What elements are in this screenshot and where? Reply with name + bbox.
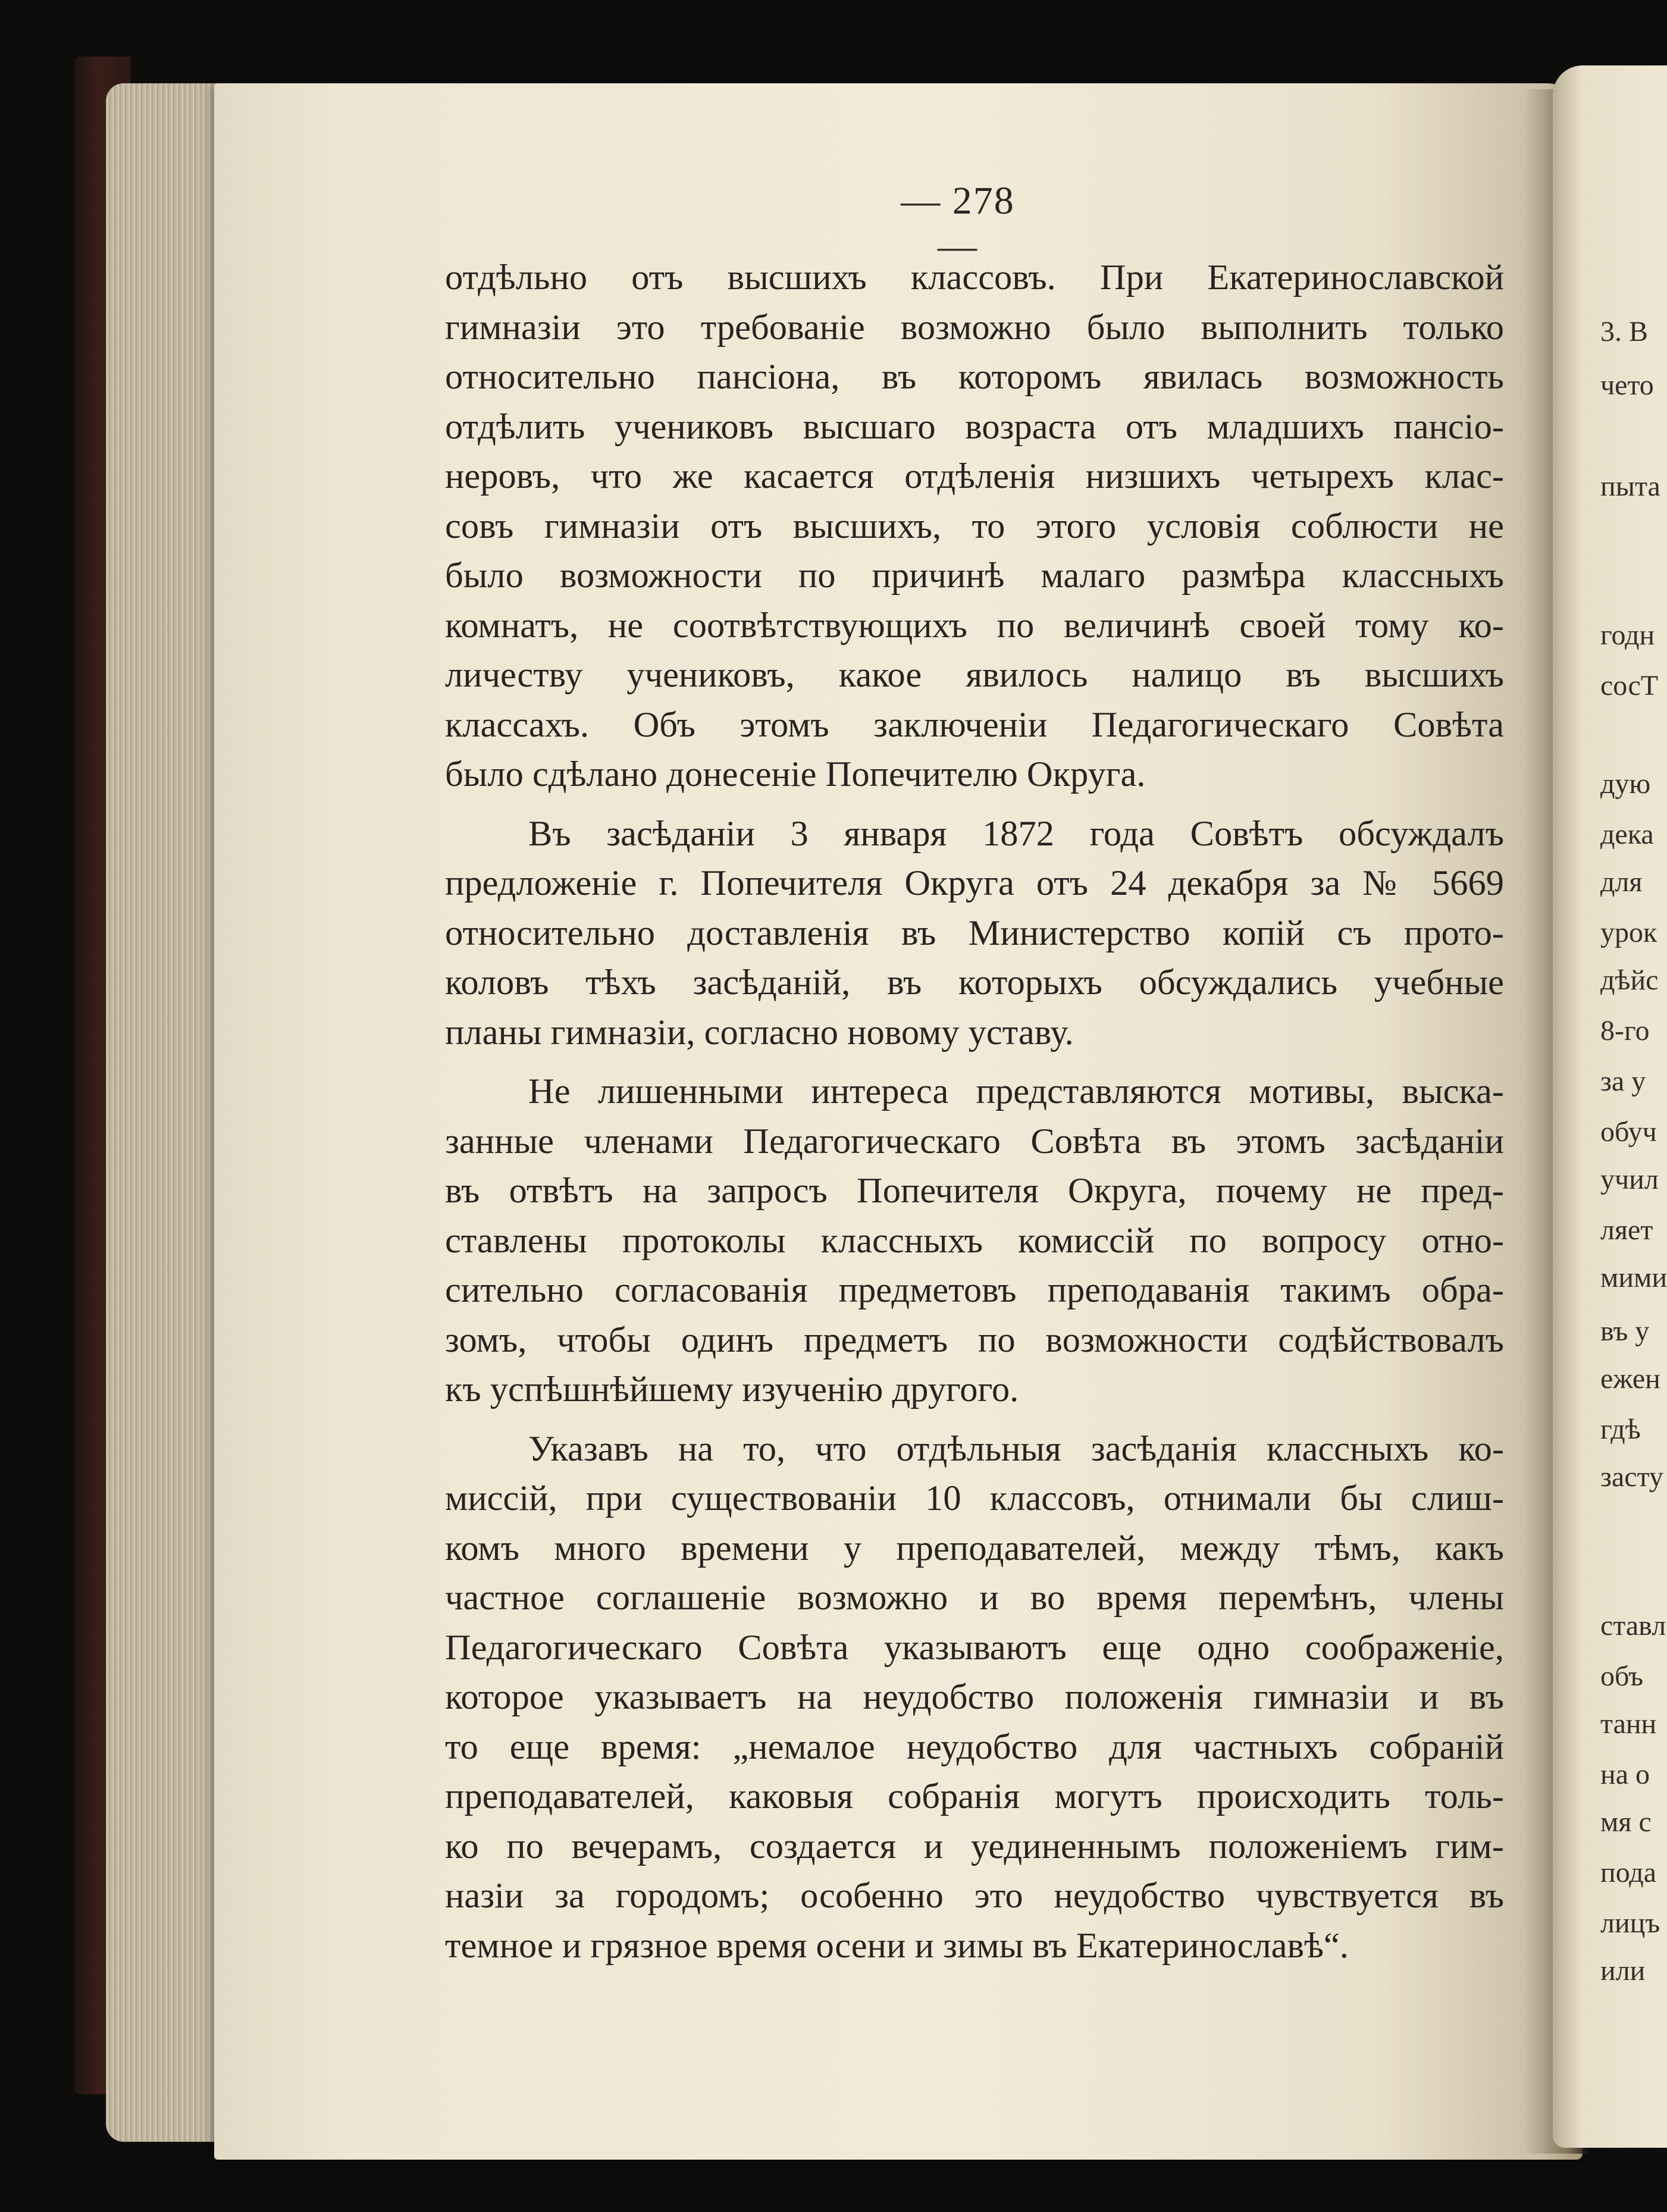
facing-fragment: объ	[1600, 1660, 1644, 1692]
text-line: классахъ. Объ этомъ заключеніи Педагогическаго Совѣта	[445, 704, 1504, 745]
text-line: темное и грязное время осени и зимы въ Екатеринославѣ“.	[445, 1925, 1349, 1966]
facing-fragment: пыта	[1600, 471, 1660, 502]
paragraph	[445, 253, 1504, 800]
text-line: совъ гимназіи отъ высшихъ, то этого условія соблюсти не	[445, 506, 1504, 546]
facing-fragment: учил	[1600, 1164, 1659, 1195]
text-line: то еще время: „немалое неудобство для частныхъ собраній	[445, 1727, 1504, 1767]
text-line: коловъ тѣхъ засѣданій, въ которыхъ обсуждались учебные	[445, 963, 1504, 1002]
facing-page-text	[1600, 0, 1667, 2212]
text-line: относительно пансіона, въ которомъ явилась возможность	[445, 357, 1504, 397]
facing-fragment: дека	[1600, 819, 1654, 850]
text-line: къ успѣшнѣйшему изученію другого.	[445, 1370, 1019, 1409]
facing-fragment: 8-го	[1600, 1015, 1650, 1047]
text-line: Педагогическаго Совѣта указываютъ еще одно соображеніе,	[445, 1627, 1504, 1668]
text-line: частное соглашеніе возможно и во время перемѣнъ, члены	[445, 1578, 1504, 1618]
facing-fragment: на о	[1600, 1759, 1650, 1790]
facing-fragment: ежен	[1600, 1363, 1660, 1395]
text-line: было сдѣлано донесеніе Попечителю Округа.	[445, 754, 1146, 794]
text-line: занные членами Педагогическаго Совѣта въ этомъ засѣданіи	[445, 1121, 1504, 1161]
text-line: комнатъ, не соотвѣтствующихъ по величинѣ своей тому ко-	[445, 605, 1504, 646]
facing-fragment: мими	[1600, 1262, 1667, 1293]
text-line: отдѣлить учениковъ высшаго возраста отъ младшихъ пансіо-	[445, 406, 1504, 447]
paragraph	[445, 1067, 1504, 1415]
text-line: которое указываетъ на неудобство положенія гимназіи и въ	[445, 1677, 1504, 1717]
text-line: назіи за городомъ; особенно это неудобство чувствуется въ	[445, 1876, 1504, 1916]
text-line: гимназіи это требованіе возможно было выполнить только	[445, 307, 1504, 347]
facing-fragment: или	[1600, 1955, 1646, 1987]
facing-fragment: лицъ	[1600, 1907, 1660, 1939]
facing-fragment: танн	[1600, 1708, 1657, 1740]
facing-fragment: засту	[1600, 1461, 1663, 1493]
text-line: Указавъ на то, что отдѣльныя засѣданія классныхъ ко-	[528, 1428, 1504, 1469]
facing-fragment: дѣйс	[1600, 964, 1659, 996]
text-line: ставлены протоколы классныхъ комиссій по вопросу отно-	[445, 1220, 1504, 1261]
text-line: предложеніе г. Попечителя Округа отъ 24 декабря за № 5669	[445, 863, 1504, 903]
facing-fragment: обуч	[1600, 1116, 1657, 1148]
facing-fragment: годн	[1600, 619, 1655, 651]
facing-fragment: сосТ	[1600, 670, 1659, 701]
facing-fragment: дую	[1600, 768, 1651, 800]
facing-fragment: ставл	[1600, 1610, 1666, 1641]
paragraph	[445, 1424, 1504, 1971]
text-line: планы гимназіи, согласно новому уставу.	[445, 1012, 1074, 1052]
text-line: зомъ, чтобы одинъ предметъ по возможности содѣйствовалъ	[445, 1320, 1504, 1360]
text-line: относительно доставленія въ Министерство копій съ прото-	[445, 913, 1504, 953]
page-number: — 278 —	[901, 179, 1015, 268]
facing-fragment: мя с	[1600, 1806, 1652, 1838]
page-block-edges	[106, 83, 225, 2142]
text-line: сительно согласованія предметовъ преподаванія такимъ обра-	[445, 1270, 1504, 1310]
text-line: ко по вечерамъ, создается и уединеннымъ положеніемъ гим-	[445, 1826, 1504, 1866]
facing-fragment: пода	[1600, 1857, 1657, 1888]
page-body-text	[445, 253, 1504, 1970]
text-line: преподавателей, каковыя собранія могутъ происходить толь-	[445, 1777, 1504, 1816]
facing-fragment: ляет	[1600, 1214, 1653, 1246]
facing-fragment: чето	[1600, 369, 1654, 401]
facing-fragment: для	[1600, 866, 1643, 898]
facing-fragment: за у	[1600, 1066, 1646, 1097]
text-line: неровъ, что же касается отдѣленія низшихъ четырехъ клас-	[445, 456, 1504, 496]
facing-fragment: урок	[1600, 917, 1657, 948]
text-line: въ отвѣтъ на запросъ Попечителя Округа, почему не пред-	[445, 1171, 1504, 1211]
facing-fragment: 3. В	[1600, 316, 1649, 347]
text-line: личеству учениковъ, какое явилось налицо въ высшихъ	[445, 655, 1504, 695]
facing-fragment: гдѣ	[1600, 1414, 1641, 1445]
text-line: отдѣльно отъ высшихъ классовъ. При Екатеринославской	[445, 258, 1504, 297]
text-line: миссій, при существованіи 10 классовъ, отнимали бы слиш-	[445, 1478, 1504, 1518]
facing-fragment: въ у	[1600, 1315, 1650, 1347]
paragraph	[445, 809, 1504, 1058]
text-line: было возможности по причинѣ малаго размѣра классныхъ	[445, 556, 1504, 596]
text-line: Въ засѣданіи 3 января 1872 года Совѣтъ обсуждалъ	[528, 813, 1504, 854]
text-line: Не лишенными интереса представляются мотивы, выска-	[528, 1071, 1504, 1111]
text-line: комъ много времени у преподавателей, между тѣмъ, какъ	[445, 1528, 1504, 1568]
